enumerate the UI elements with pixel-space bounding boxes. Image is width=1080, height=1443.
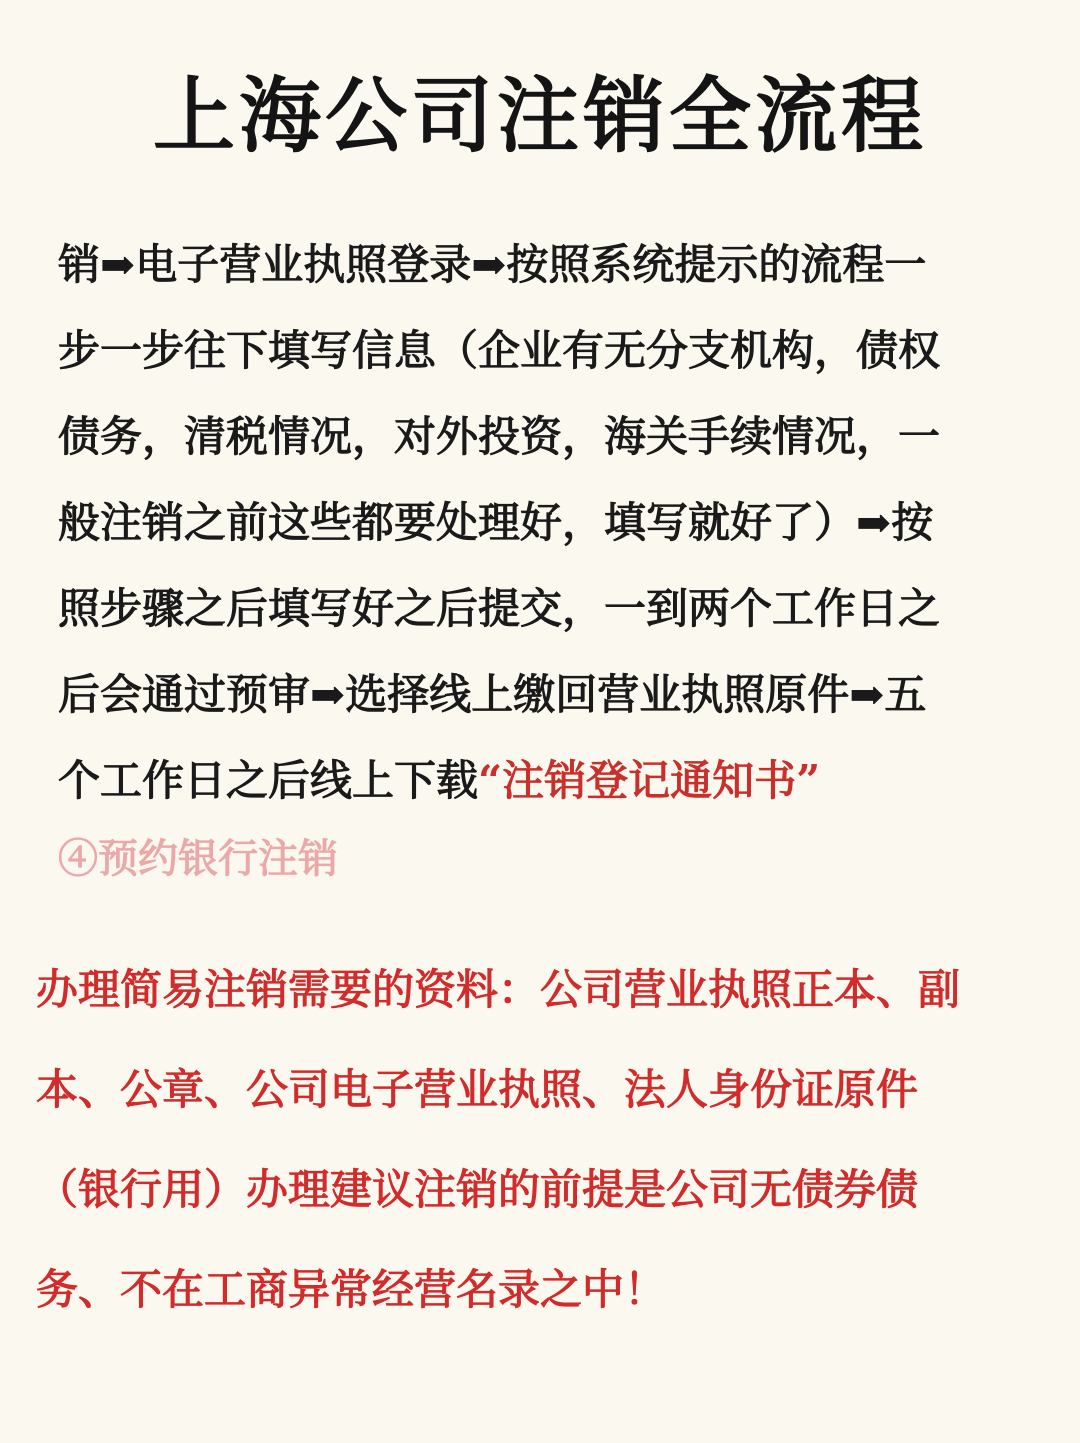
process-line-4: 般注销之前这些都要处理好，填写就好了）➡按 [58, 498, 934, 547]
process-line-1: 销➡电子营业执照登录➡按照系统提示的流程一 [58, 240, 927, 289]
note-line-2: 本、公章、公司电子营业执照、法人身份证原件 [36, 1065, 919, 1114]
process-line-7 [58, 738, 1038, 824]
process-line-3: 债务，清税情况，对外投资，海关手续情况，一 [58, 412, 941, 461]
process-description [58, 222, 1038, 824]
step-4-heading: ④预约银行注销 [58, 835, 338, 882]
materials-note [36, 940, 1056, 1340]
process-line-6: 后会通过预审➡选择线上缴回营业执照原件➡五 [58, 670, 927, 719]
page-title: 上海公司注销全流程 [152, 69, 927, 164]
process-line-7-text: 个工作日之后线上下载 [58, 756, 479, 805]
deregistration-notice-quote: “注销登记通知书” [478, 756, 821, 805]
note-line-4: 务、不在工商异常经营名录之中！ [36, 1265, 667, 1314]
process-line-5: 照步骤之后填写好之后提交，一到两个工作日之 [58, 584, 941, 633]
process-line-2: 步一步往下填写信息（企业有无分支机构，债权 [58, 326, 941, 375]
note-line-1: 办理简易注销需要的资料：公司营业执照正本、副 [36, 965, 961, 1014]
note-line-3: （银行用）办理建议注销的前提是公司无债券债 [36, 1165, 919, 1214]
